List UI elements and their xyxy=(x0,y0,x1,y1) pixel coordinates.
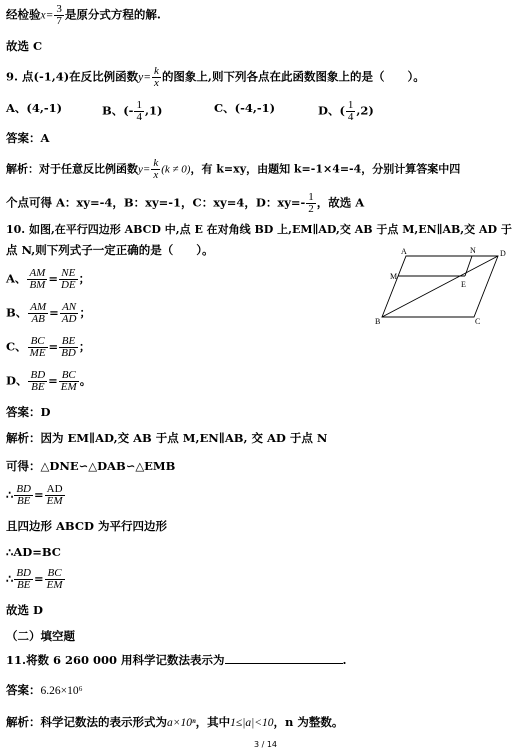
option-end: ； xyxy=(78,339,91,354)
frac-den: x xyxy=(153,169,159,181)
frac-den: 4 xyxy=(136,111,142,123)
explanation-10-line3: 且四边形 ABCD 为平行四边形 xyxy=(6,519,167,533)
a11-value: 6.26×10⁶ xyxy=(40,685,83,697)
explanation-10-ratio1 xyxy=(6,484,525,507)
frac-den: AB xyxy=(31,313,45,325)
frac-den: EM xyxy=(60,381,77,393)
frac-num: 1 xyxy=(308,191,314,203)
a11-pre: 答案： xyxy=(6,683,41,697)
frac-num: AM xyxy=(29,267,46,279)
frac-num: AD xyxy=(46,483,63,495)
option-label: A、 xyxy=(6,271,27,286)
option-end: ； xyxy=(79,305,91,320)
k-nonzero-condition: (k ≠ 0) xyxy=(161,163,191,176)
fraction xyxy=(28,336,48,359)
fraction xyxy=(27,268,47,291)
opt-d-pre: D、( xyxy=(318,103,345,118)
equals-sign: = xyxy=(49,305,59,320)
explanation-10-ratio2 xyxy=(6,568,525,591)
frac-num: BD xyxy=(16,483,31,495)
option-end: ； xyxy=(78,271,91,286)
answer-9: 答案：A xyxy=(6,131,50,145)
frac-num: BC xyxy=(59,370,79,382)
frac-den: BE xyxy=(16,495,31,507)
frac-den: x xyxy=(154,77,159,89)
frac-num: AM xyxy=(30,301,47,313)
frac-num: k xyxy=(154,65,159,77)
equals-sign: = xyxy=(34,487,44,502)
equals-sign: = xyxy=(143,71,152,84)
option-label: D、 xyxy=(6,373,28,388)
a-range-condition: 1≤|a|<10 xyxy=(230,717,274,729)
question-10-line1: 10. 如图,在平行四边形 ABCD 中,点 E 在对角线 BD 上,EM∥AD,交 AB 于点 M,EN∥AB,交 AD 于 xyxy=(6,223,512,236)
answer-blank xyxy=(225,653,343,664)
label-c: C xyxy=(475,317,481,326)
fraction-1-2 xyxy=(306,192,316,215)
frac-den: 7 xyxy=(56,15,62,27)
fraction-bd-be xyxy=(14,568,33,591)
frac-den: AD xyxy=(61,313,77,325)
opt-b-pre: B、(- xyxy=(102,103,134,118)
sci-notation-form: a×10ⁿ xyxy=(167,717,196,729)
q11-pre: 11.将数 6 260 000 用科学记数法表示为 xyxy=(6,653,225,667)
q10-option-c xyxy=(6,336,525,359)
explanation-10-line4: ∴AD=BC xyxy=(6,545,61,559)
frac-den: EM xyxy=(46,495,63,507)
frac-num: BD xyxy=(30,369,46,381)
explanation-11 xyxy=(6,714,525,731)
frac-den: BE xyxy=(16,579,31,591)
equals-sign: = xyxy=(34,571,44,586)
frac-num: k xyxy=(153,157,159,169)
explanation-10-line2: 可得：△DNE∽△DAB∽△EMB xyxy=(6,459,176,473)
fraction-k-x xyxy=(152,66,161,89)
line-choose-c: 故选 C xyxy=(6,39,43,53)
frac-num: BC xyxy=(28,336,48,348)
q11-post: . xyxy=(342,653,347,667)
equals-sign: = xyxy=(48,373,58,388)
frac-num: BE xyxy=(59,336,78,348)
equals-sign: = xyxy=(48,339,59,354)
label-d: D xyxy=(500,249,506,258)
fraction xyxy=(59,336,78,359)
explanation-10-line1: 解析：因为 EM∥AD,交 AB 于点 M,EN∥AB, 交 AD 于点 N xyxy=(6,431,328,445)
q9-pre: 9. 点(-1,4)在反比例函数 xyxy=(6,69,139,84)
var-y: y xyxy=(138,163,143,176)
frac-num: NE xyxy=(59,268,78,280)
opt-d-post: ,2) xyxy=(356,103,374,118)
fraction-bd-be xyxy=(14,484,33,507)
fraction-ad-em xyxy=(45,484,65,507)
question-10-line2: 点 N,则下列式子一定正确的是（ ）。 xyxy=(6,243,214,257)
fraction-3-7 xyxy=(54,4,64,27)
frac-den: DE xyxy=(60,279,76,291)
frac-num: BC xyxy=(45,568,65,580)
e9a-pre: 解析：对于任意反比例函数 xyxy=(6,162,138,176)
fraction xyxy=(28,302,48,325)
question-9 xyxy=(6,66,525,89)
verify-text: 经检验 xyxy=(6,7,41,22)
label-a: A xyxy=(401,247,407,256)
frac-den: EM xyxy=(46,579,63,591)
fraction-1-4 xyxy=(346,100,356,123)
fraction-1-4 xyxy=(134,100,144,123)
option-label: C、 xyxy=(6,339,27,354)
var-y: y xyxy=(138,71,144,84)
therefore-symbol: ∴ xyxy=(6,487,14,502)
frac-num: BD xyxy=(16,567,31,579)
frac-den: BD xyxy=(61,347,76,359)
q9-option-c: C、(-4,-1) xyxy=(214,101,276,115)
equals-sign: = xyxy=(142,163,151,176)
e9a-post: ，有 k=xy，由题知 k=-1×4=-4，分别计算答案中四 xyxy=(190,162,461,176)
q9-option-a: A、(4,-1) xyxy=(6,101,63,115)
frac-num: AN xyxy=(60,302,79,314)
question-11 xyxy=(6,652,525,668)
fraction-k-x xyxy=(151,158,160,181)
fraction xyxy=(28,370,47,393)
therefore-symbol: ∴ xyxy=(6,571,14,586)
frac-den: 4 xyxy=(347,111,354,123)
frac-den: 2 xyxy=(308,203,314,215)
explanation-9-line2 xyxy=(6,192,525,215)
line-verify xyxy=(6,4,525,27)
q9-option-b xyxy=(102,100,162,123)
answer-11 xyxy=(6,682,525,699)
label-b: B xyxy=(375,317,381,326)
var-x: x xyxy=(40,9,46,22)
equals-sign: = xyxy=(48,271,58,286)
segment-en xyxy=(465,256,472,276)
e9b-pre: 个点可得 A：xy=-4，B：xy=-1，C：xy=4，D：xy=- xyxy=(6,195,306,210)
label-e: E xyxy=(461,280,466,289)
e11-post: ，n 为整数。 xyxy=(273,715,344,729)
verify-post: 是原分式方程的解. xyxy=(64,7,161,22)
fraction xyxy=(60,302,79,325)
option-label: B、 xyxy=(6,305,28,320)
e11-pre: 解析：科学记数法的表示形式为 xyxy=(6,715,167,729)
answer-10: 答案：D xyxy=(6,405,51,419)
option-end: 。 xyxy=(79,373,92,388)
frac-den: BE xyxy=(31,381,45,393)
q9-post: 的图象上,则下列各点在此函数图象上的是（ ）。 xyxy=(161,69,425,84)
label-m: M xyxy=(390,272,398,281)
frac-den: ME xyxy=(29,347,46,359)
fraction xyxy=(59,370,79,393)
equals-sign: = xyxy=(45,9,54,22)
e9b-post: ，故选 A xyxy=(316,195,365,210)
parallelogram-figure xyxy=(375,246,510,326)
frac-num: 1 xyxy=(347,99,354,111)
frac-num: 3 xyxy=(56,3,62,15)
section-heading: （二）填空题 xyxy=(6,629,75,643)
label-n: N xyxy=(470,246,476,255)
fraction xyxy=(59,268,78,291)
q10-option-d xyxy=(6,370,525,393)
frac-num: 1 xyxy=(136,99,142,111)
page-number: 3 / 14 xyxy=(253,740,278,749)
opt-b-post: ,1) xyxy=(144,103,163,118)
frac-den: BM xyxy=(29,279,46,291)
fraction-bc-em xyxy=(45,568,65,591)
q9-option-d xyxy=(318,100,374,123)
e11-mid: ，其中 xyxy=(195,715,231,729)
explanation-9-line1 xyxy=(6,158,525,181)
diagonal-bd xyxy=(382,256,498,317)
explanation-10-conclusion: 故选 D xyxy=(6,603,43,617)
